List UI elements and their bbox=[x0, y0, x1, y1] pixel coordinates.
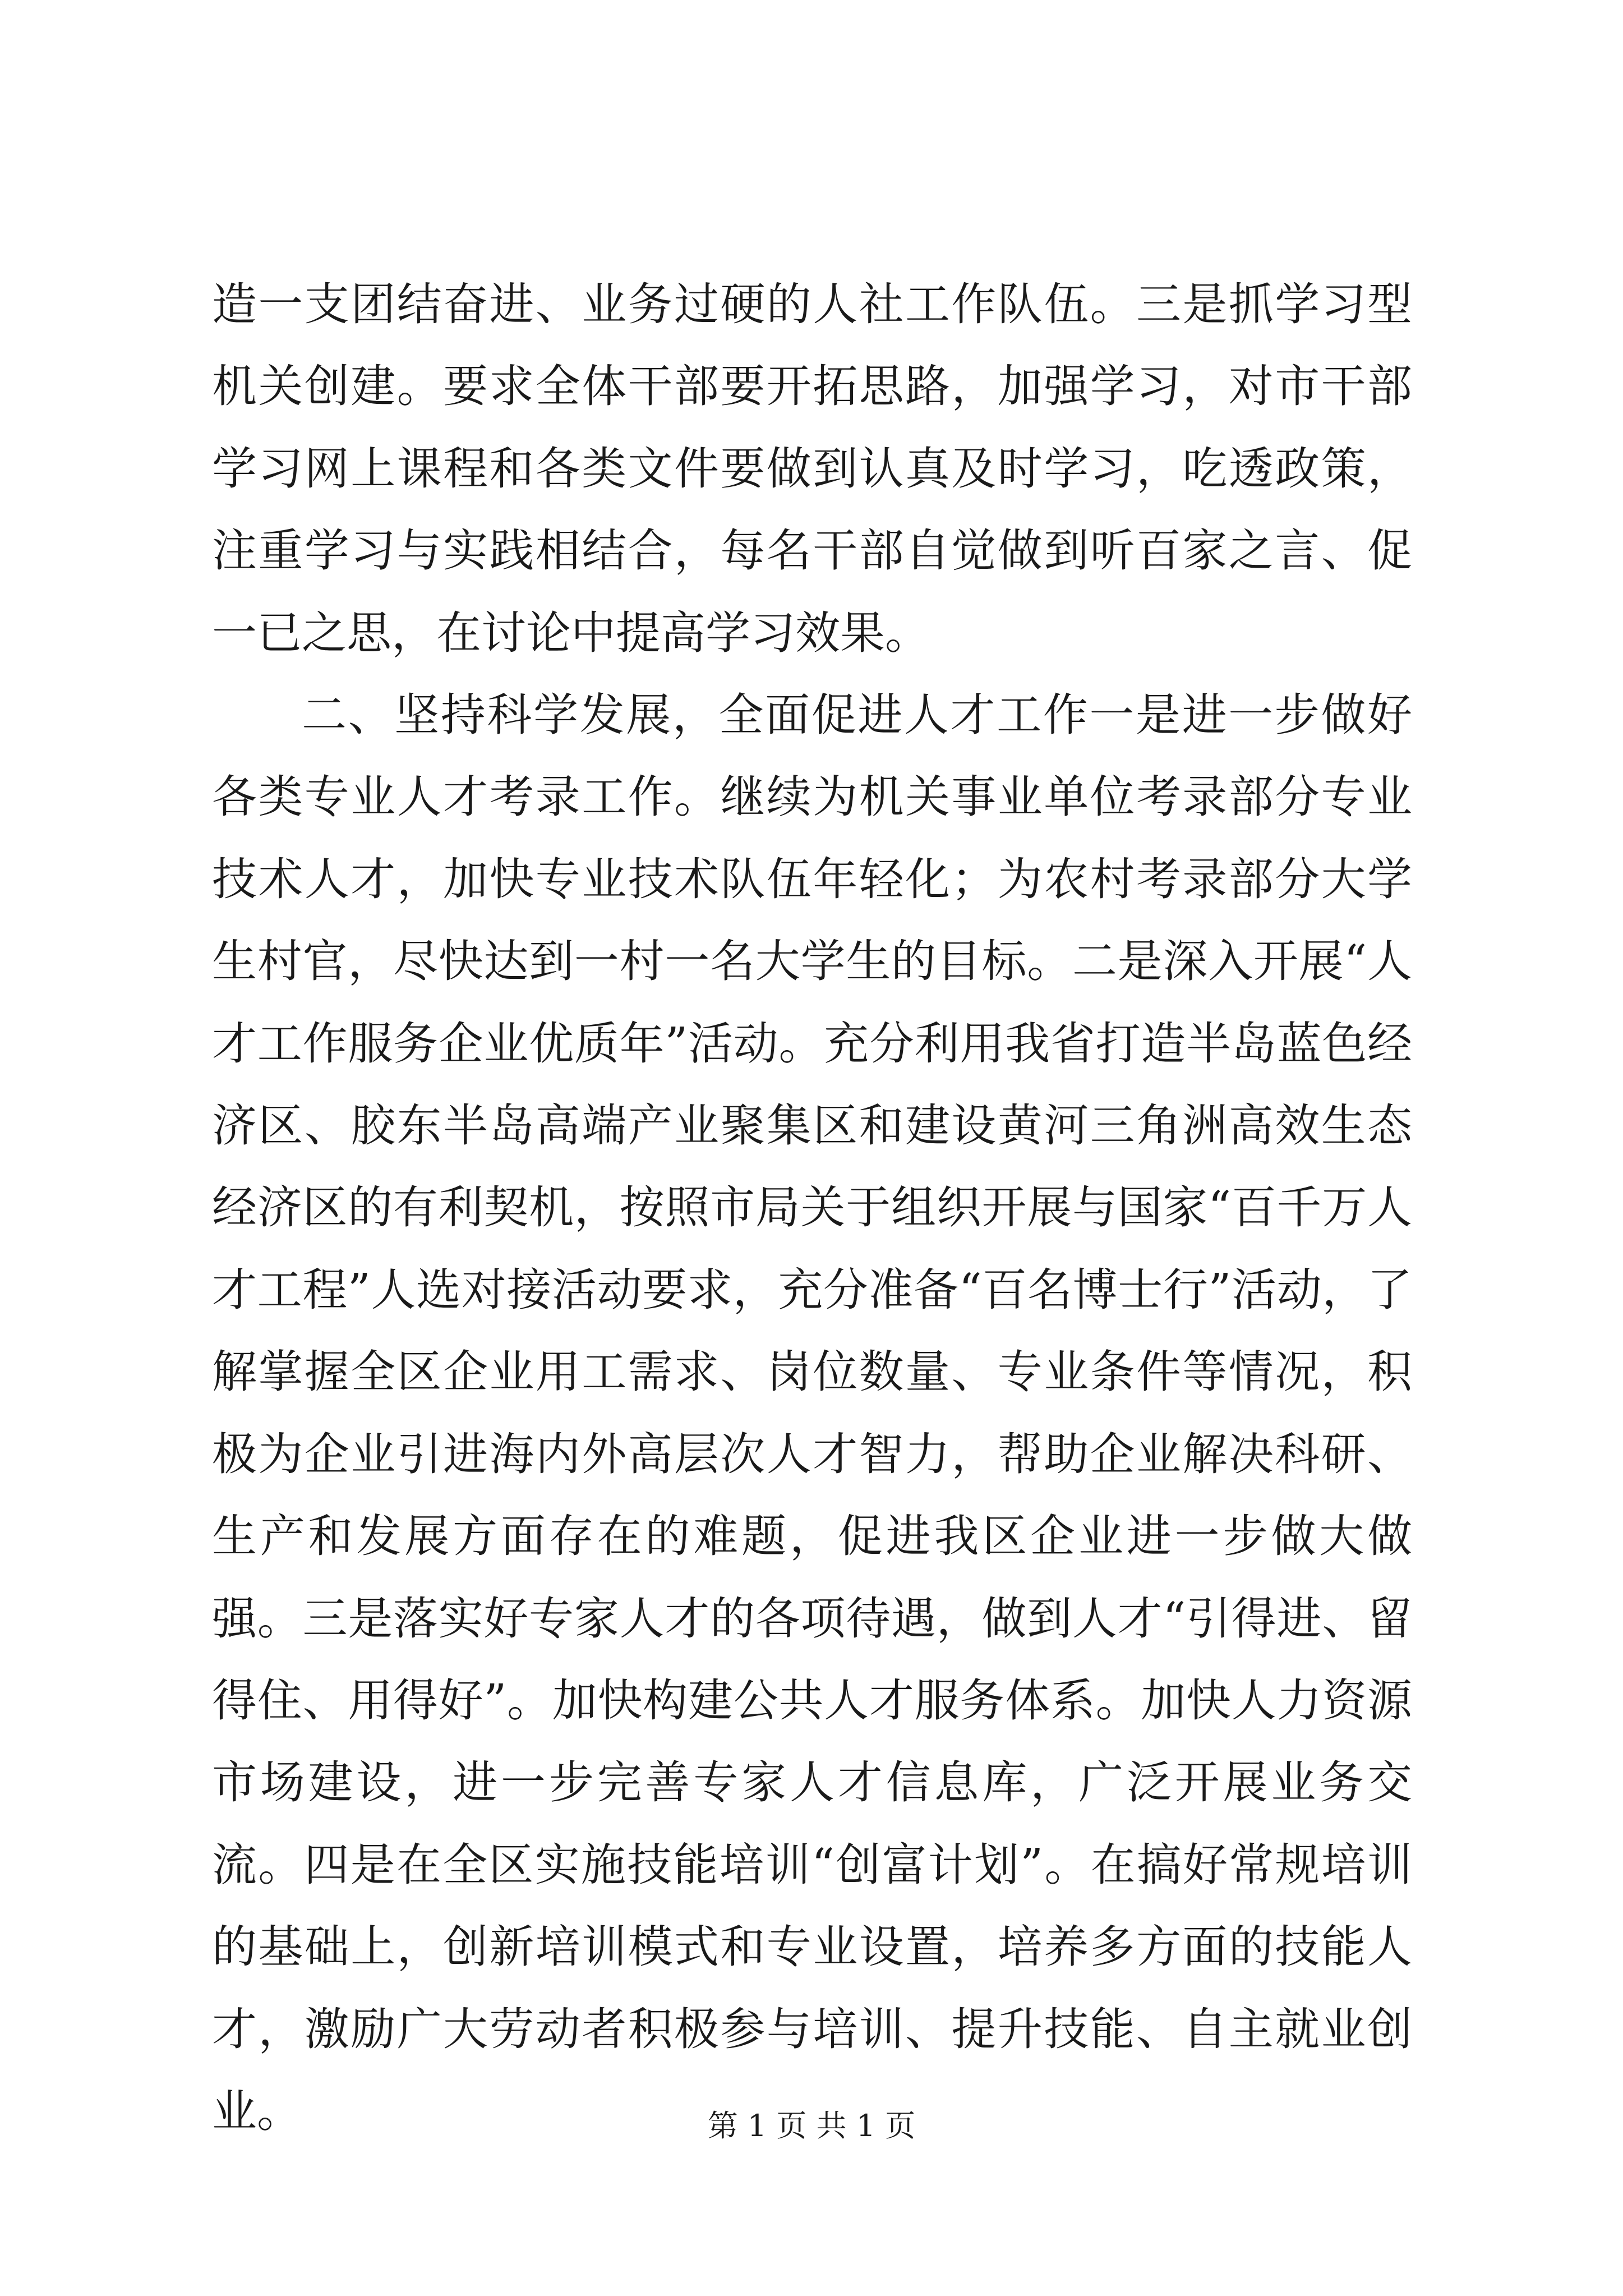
page-footer: 第 1 页 共 1 页 bbox=[707, 2108, 916, 2143]
document-body bbox=[212, 264, 1412, 2152]
paragraph-talent-work: 二、坚持科学发展，全面促进人才工作一是进一步做好各类专业人才考录工作。继续为机关事业单位考录部分专业技术人才，加快专业技术队伍年轻化；为农村考录部分大学生村官，尽快达到一村一名大学生的目标。二是深入开展“人才工作服务企业优质年”活动。充分利用我省打造半岛蓝色经济区、胶东半岛高端产业聚集区和建设黄河三角洲高效生态经济区的有利契机，按照市局关于组织开展与国家“百千万人才工程”人选对接活动要求，充分准备“百名博士行”活动，了解掌握全区企业用工需求、岗位数量、专业条件等情况，积极为企业引进海内外高层次人才智力，帮助企业解决科研、生产和发展方面存在的难题，促进我区企业进一步做大做强。三是落实好专家人才的各项待遇，做到人才“引得进、留得住、用得好”。加快构建公共人才服务体系。加快人力资源市场建设，进一步完善专家人才信息库，广泛开展业务交流。四是在全区实施技能培训“创富计划”。在搞好常规培训的基础上，创新培训模式和专业设置，培养多方面的技能人才，激励广大劳动者积极参与培训、提升技能、自主就业创业。 bbox=[212, 689, 1412, 2137]
paragraph-continuation: 造一支团结奋进、业务过硬的人社工作队伍。三是抓学习型机关创建。要求全体干部要开拓思路，加强学习，对市干部学习网上课程和各类文件要做到认真及时学习，吃透政策，注重学习与实践相结合，每名干部自觉做到听百家之言、促一已之思，在讨论中提高学习效果。 bbox=[212, 278, 1412, 659]
